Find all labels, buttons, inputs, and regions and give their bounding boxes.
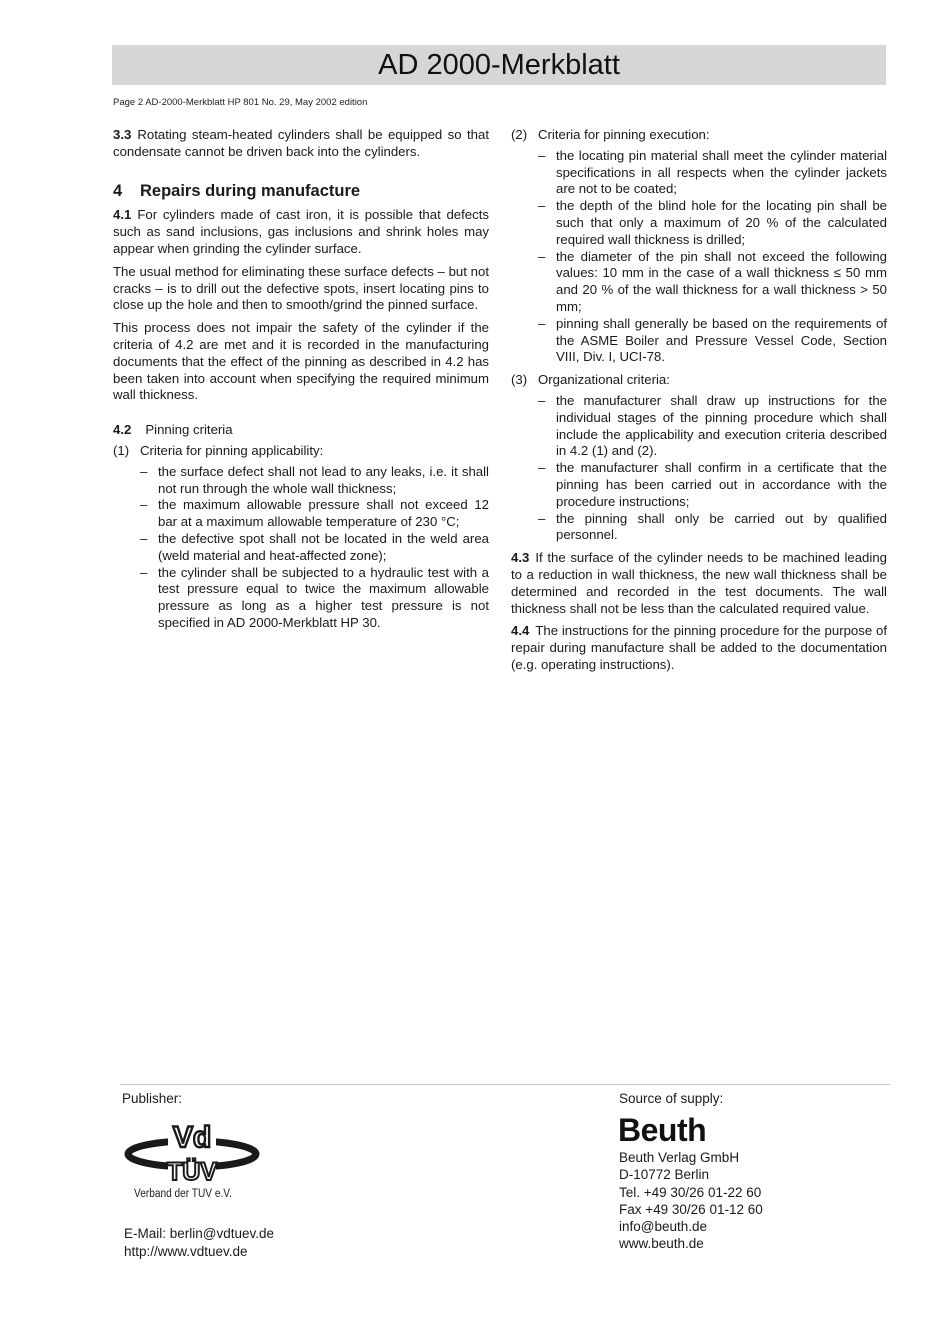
list-item-text: the diameter of the pin shall not exceed the following values: 10 mm in the case of a wall thickness ≤ 50 mm and 20 % of the wall thickness for a wall thickness > 50 mm; — [556, 248, 887, 314]
dash-bullet: – — [538, 248, 546, 264]
publisher-label: Publisher: — [122, 1091, 183, 1106]
heading-number: 4 — [113, 181, 123, 200]
list-item-text: the pinning shall only be carried out by qualified personnel. — [556, 510, 887, 543]
list-item — [538, 393, 887, 460]
section-number: 4.1 — [113, 207, 132, 223]
dash-bullet: – — [140, 564, 148, 580]
list-item-text: pinning shall generally be based on the requirements of the ASME Boiler and Pressure Vessel Code, Section VIII, Div. I, UCI-78. — [556, 315, 887, 365]
right-column — [511, 127, 887, 680]
paragraph: This process does not impair the safety of the cylinder if the criteria of 4.2 are met and it is recorded in the manufacturing documents that the effect of the pinning as described in 4.2 has been taken into account when specifying the required minimum wall thickness. — [113, 320, 489, 403]
paragraph: The usual method for eliminating these surface defects – but not cracks – is to drill out the defective spots, insert locating pins to close up the hole and then to smooth/grind the pinned surface. — [113, 263, 489, 313]
supply-address: D-10772 Berlin — [619, 1167, 710, 1182]
publisher-caption: Verband der TÜV e.V. — [134, 1188, 232, 1200]
list-item — [538, 460, 887, 510]
section-number: 3.3 — [113, 127, 132, 142]
list-item — [538, 249, 887, 316]
list-item — [538, 316, 887, 366]
list-item — [538, 148, 887, 198]
list-item — [140, 531, 489, 565]
svg-text:Vd: Vd — [172, 1121, 212, 1154]
section-number: 4.4 — [511, 623, 530, 639]
criteria-1-heading — [113, 443, 489, 460]
list-item-text: the manufacturer shall confirm in a certificate that the pinning has been carried out in accordance with the procedure instructions; — [556, 460, 887, 509]
dash-bullet: – — [140, 497, 148, 513]
section-4-4 — [511, 623, 887, 673]
criteria-3-heading — [511, 372, 887, 389]
section-4-1 — [113, 207, 489, 257]
dash-bullet: – — [538, 315, 546, 331]
document-title-bar — [112, 45, 886, 85]
heading-title: Repairs during manufacture — [140, 181, 361, 200]
dash-bullet: – — [538, 510, 546, 526]
section-text: If the surface of the cylinder needs to be machined leading to a reduction in wall thickness, the new wall thickness shall be determined and recorded in the test documents. The wall thickness shall not be less than the calculated required value. — [511, 550, 887, 616]
list-item — [538, 198, 887, 248]
list-item — [140, 464, 489, 498]
supply-email: info@beuth.de — [619, 1219, 708, 1234]
section-number: 4.3 — [511, 550, 530, 566]
list-item — [538, 511, 887, 545]
supply-label: Source of supply: — [619, 1091, 724, 1106]
section-4-2-heading — [113, 422, 489, 439]
criteria-2-heading — [511, 127, 887, 144]
criteria-number: (2) — [511, 127, 528, 142]
list-item-text: the surface defect shall not lead to any leaks, i.e. it shall not run through the whole wall thickness; — [158, 463, 489, 496]
criteria-title: Criteria for pinning execution: — [538, 127, 710, 142]
section-title: Pinning criteria — [145, 422, 233, 438]
criteria-3-list — [511, 393, 887, 544]
list-item-text: the locating pin material shall meet the cylinder material specifications in all respects when the cylinder jackets are not to be coated; — [556, 147, 887, 197]
dash-bullet: – — [538, 198, 546, 214]
supply-company: Beuth Verlag GmbH — [619, 1150, 740, 1165]
section-3-3 — [113, 127, 489, 161]
section-text: For cylinders made of cast iron, it is possible that defects such as sand inclusions, gas inclusions and shrink holes may appear when grinding the cylinder surface. — [113, 207, 489, 256]
supply-phone: Tel. +49 30/26 01-22 60 — [619, 1185, 762, 1200]
dash-bullet: – — [538, 460, 546, 476]
dash-bullet: – — [140, 530, 148, 546]
dash-bullet: – — [538, 147, 546, 163]
criteria-1-list — [113, 464, 489, 632]
publisher-email: E-Mail: berlin@vdtuev.de — [124, 1226, 275, 1241]
page-header: Page 2 AD-2000-Merkblatt HP 801 No. 29, May 2002 edition — [113, 97, 368, 108]
dash-bullet: – — [140, 463, 148, 479]
document-title: AD 2000-Merkblatt — [378, 48, 620, 81]
criteria-number: (3) — [511, 372, 528, 388]
supply-url: www.beuth.de — [619, 1236, 704, 1251]
list-item-text: the depth of the blind hole for the locating pin shall be such that only a maximum of 20 % of the calculated required wall thickness is drilled; — [556, 198, 887, 247]
beuth-logo: Beuth — [618, 1112, 707, 1148]
supply-fax: Fax +49 30/26 01-12 60 — [619, 1202, 763, 1217]
criteria-title: Criteria for pinning applicability: — [140, 442, 324, 458]
footer-divider — [120, 1084, 890, 1085]
section-text: Rotating steam-heated cylinders shall be equipped so that condensate cannot be driven back into the cylinders. — [113, 127, 489, 159]
list-item-text: the defective spot shall not be located in the weld area (weld material and heat-affected zone); — [158, 530, 489, 563]
left-column — [113, 127, 489, 638]
vdtuev-logo — [124, 1118, 260, 1184]
criteria-2-list — [511, 148, 887, 366]
list-item-text: the manufacturer shall draw up instructions for the individual stages of the pinning procedure which shall include the applicability and execution criteria described in 4.2 (1) and (2). — [556, 392, 887, 459]
criteria-number: (1) — [113, 442, 130, 458]
list-item — [140, 497, 489, 531]
list-item — [140, 565, 489, 632]
dash-bullet: – — [538, 392, 546, 408]
svg-text:TÜV: TÜV — [167, 1158, 217, 1184]
section-text: The instructions for the pinning procedure for the purpose of repair during manufacture shall be added to the documentation (e.g. operating instructions). — [511, 623, 887, 672]
list-item-text: the cylinder shall be subjected to a hydraulic test with a test pressure equal to twice the maximum allowable pressure as long as a higher test pressure is not specified in AD 2000-Merkblatt HP 30. — [158, 564, 489, 630]
section-4-3 — [511, 550, 887, 617]
section-number: 4.2 — [113, 422, 132, 438]
section-4-heading — [113, 183, 489, 200]
publisher-url: http://www.vdtuev.de — [124, 1244, 248, 1259]
criteria-title: Organizational criteria: — [538, 372, 670, 388]
list-item-text: the maximum allowable pressure shall not exceed 12 bar at a maximum allowable temperature of 230 °C; — [158, 497, 489, 530]
